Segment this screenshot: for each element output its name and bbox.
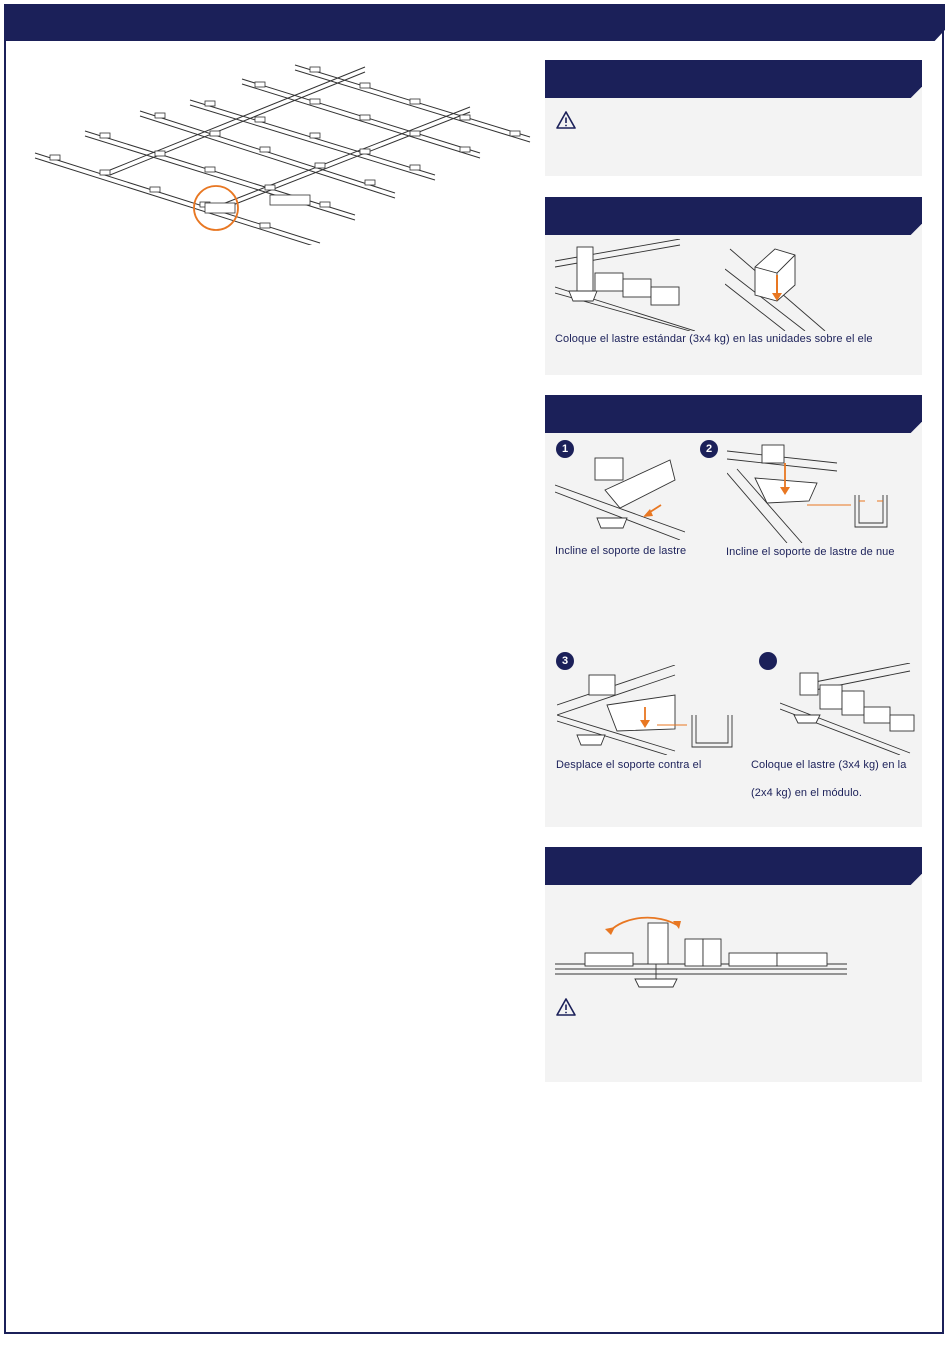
step-4-illustration [780,663,917,755]
step-4-caption-line1: Coloque el lastre (3x4 kg) en la [751,759,907,771]
step-2-badge: 2 [700,440,718,458]
step-4-caption-line2: (2x4 kg) en el módulo. [751,787,863,799]
panel-header [545,395,922,433]
ballast-rail-illustration [555,239,695,331]
ballast-placement-illustration [725,239,830,331]
warning-icon [555,110,577,130]
step-4-badge [759,652,777,670]
step-3-illustration [557,665,745,755]
step-3-badge: 3 [556,652,574,670]
panel-header [545,60,922,98]
step-2-caption: Incline el soporte de lastre de nue [726,546,895,558]
panel-header [545,847,922,885]
warning-icon [555,997,577,1017]
bracket-steps-panel [545,395,922,827]
warning-panel-top [545,60,922,176]
panel-header [545,197,922,235]
ballast-side-view-illustration [555,899,850,991]
step-3-caption: Desplace el soporte contra el [556,759,702,771]
warning-panel-bottom [545,847,922,1082]
step-1-caption: Incline el soporte de lastre [555,545,687,557]
ballast-standard-panel [545,197,922,375]
step-1-badge: 1 [556,440,574,458]
rail-grid-illustration [30,55,540,245]
step-2-illustration [727,443,917,543]
header-bar [4,4,945,41]
step-1-illustration [555,450,685,540]
ballast-standard-caption: Coloque el lastre estándar (3x4 kg) en las unidades sobre el ele [555,333,873,345]
